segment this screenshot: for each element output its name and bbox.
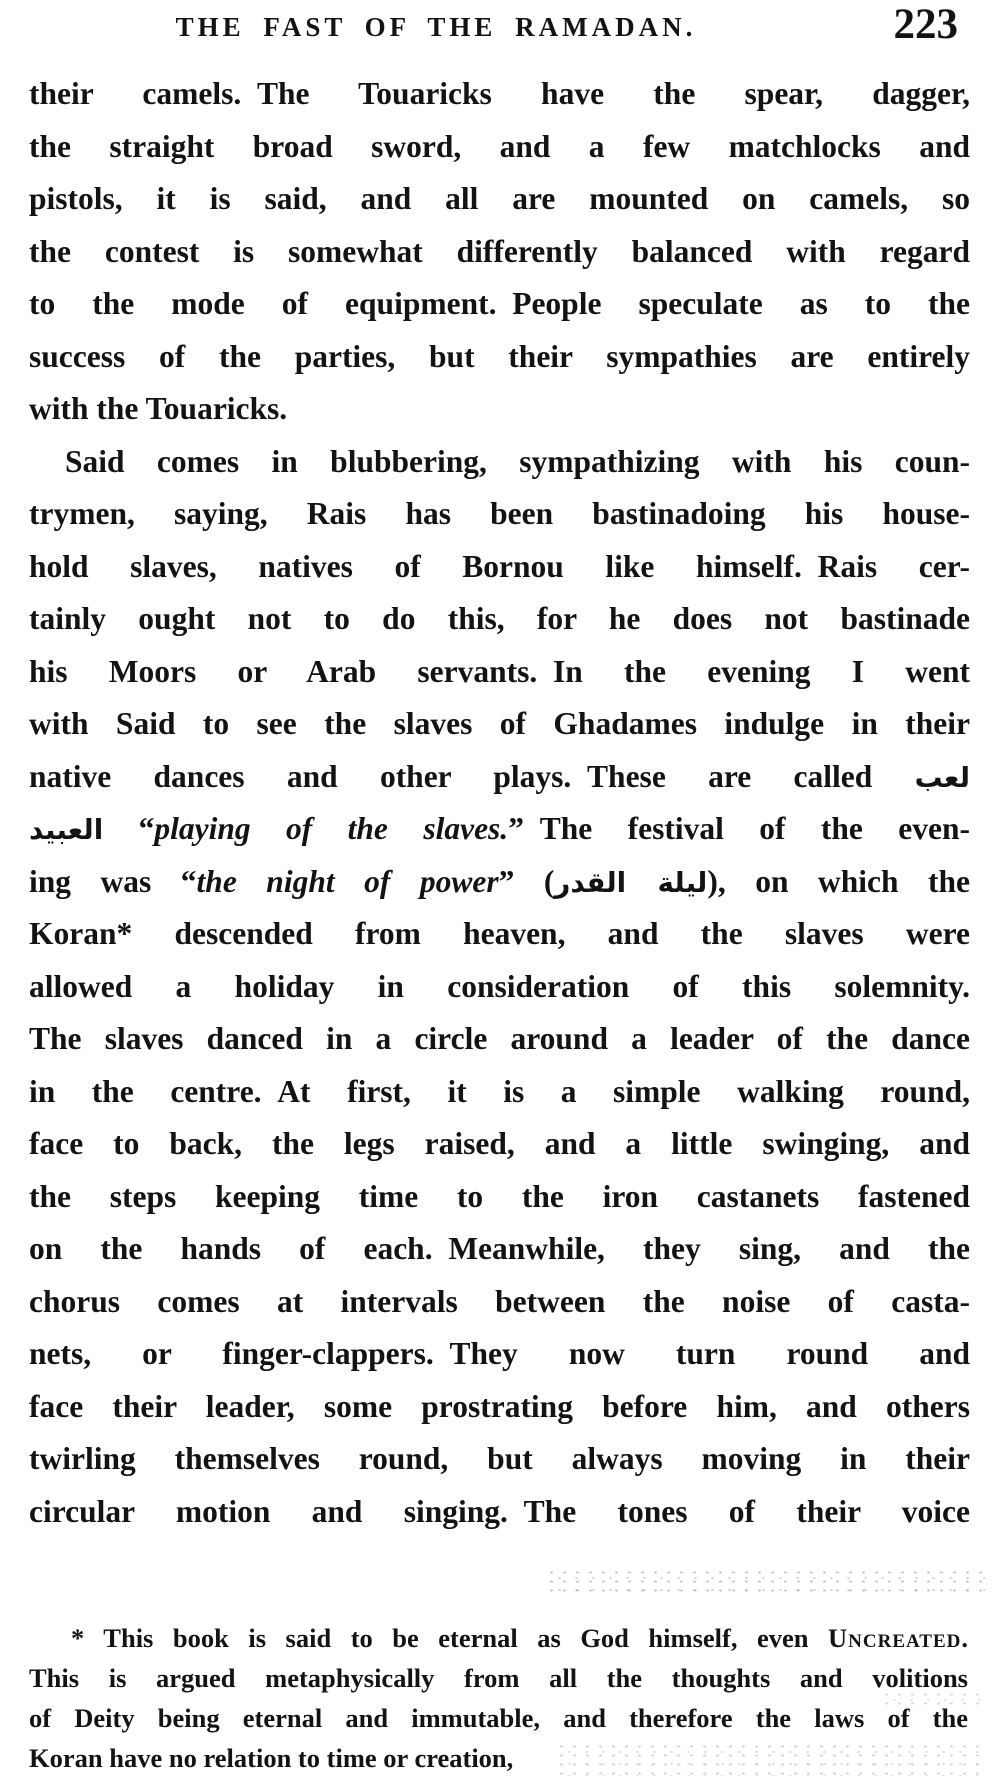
arabic-text: العبيد bbox=[29, 813, 104, 846]
text-segment: chorus comes at intervals between the noise of casta- bbox=[29, 1283, 970, 1319]
text-segment: the contest is somewhat differently balanced with regard bbox=[29, 233, 970, 269]
text-line bbox=[29, 1328, 970, 1381]
text-line bbox=[29, 698, 970, 751]
text-line bbox=[29, 121, 970, 174]
text-line bbox=[29, 1276, 970, 1329]
text-line bbox=[29, 1118, 970, 1171]
text-line bbox=[29, 1013, 970, 1066]
text-segment: hold slaves, natives of Bornou like himself. Rais cer- bbox=[29, 548, 970, 584]
text-segment: the steps keeping time to the iron castanets fastened bbox=[29, 1178, 970, 1214]
text-segment: ing was “ bbox=[29, 863, 197, 899]
text-line bbox=[29, 226, 970, 279]
text-segment: the straight broad sword, and a few matchlocks and bbox=[29, 128, 970, 164]
text-line bbox=[29, 68, 970, 121]
text-line bbox=[29, 751, 970, 804]
text-segment: The slaves danced in a circle around a leader of the dance bbox=[29, 1021, 970, 1056]
text-segment: with Said to see the slaves of Ghadames indulge in their bbox=[29, 706, 970, 741]
footnote-line bbox=[29, 1698, 968, 1738]
text-segment: Said comes in blubbering, sympathizing with his coun- bbox=[65, 443, 970, 479]
text-segment: “ bbox=[103, 811, 155, 846]
text-line bbox=[29, 908, 970, 961]
text-segment: to the mode of equipment. People speculate as to the bbox=[29, 286, 970, 321]
text-line bbox=[29, 541, 970, 594]
text-segment: his Moors or Arab servants. In the evening I went bbox=[29, 653, 970, 689]
text-line bbox=[29, 436, 970, 489]
page-number: 223 bbox=[893, 1, 958, 48]
paragraph bbox=[29, 436, 970, 1539]
text-segment: pistols, it is said, and all are mounted on camels, so bbox=[29, 181, 970, 216]
text-segment: circular motion and singing. The tones of their voice bbox=[29, 1493, 970, 1529]
text-segment: . bbox=[961, 1623, 968, 1653]
text-segment: Uncreated bbox=[828, 1623, 962, 1653]
text-line bbox=[29, 331, 970, 384]
text-segment: ), on which the bbox=[707, 863, 970, 899]
text-line bbox=[29, 646, 970, 699]
text-segment: success of the parties, but their sympathies are entirely bbox=[29, 338, 970, 374]
text-segment: This is argued metaphysically from all the thoughts and volitions bbox=[29, 1663, 968, 1693]
text-line bbox=[29, 1486, 970, 1539]
text-line bbox=[29, 856, 970, 909]
footnote-line bbox=[29, 1618, 968, 1658]
arabic-text: ليلة القدر bbox=[554, 865, 708, 899]
text-line bbox=[29, 278, 970, 331]
scan-noise-artifact bbox=[880, 1690, 985, 1708]
text-segment: face to back, the legs raised, and a little swinging, and bbox=[29, 1126, 970, 1161]
footnote-line bbox=[29, 1658, 968, 1698]
text-segment: ” ( bbox=[498, 863, 555, 899]
text-segment: their camels. The Touaricks have the spear, dagger, bbox=[29, 76, 970, 111]
text-segment: playing of the slaves. bbox=[154, 811, 509, 846]
text-line bbox=[29, 1066, 970, 1119]
text-segment: Koran* descended from heaven, and the slaves were bbox=[29, 916, 970, 951]
text-line bbox=[29, 593, 970, 646]
text-segment: face their leader, some prostrating before him, and others bbox=[29, 1388, 970, 1424]
text-line bbox=[29, 383, 970, 436]
text-line bbox=[29, 1433, 970, 1486]
text-line bbox=[29, 1223, 970, 1276]
text-line bbox=[29, 173, 970, 226]
text-segment: twirling themselves round, but always moving in their bbox=[29, 1441, 970, 1476]
text-segment: ” The festival of the even- bbox=[508, 811, 970, 846]
paragraph bbox=[29, 68, 970, 436]
text-line bbox=[29, 1381, 970, 1434]
text-segment: * This book is said to be eternal as God himself, even bbox=[71, 1623, 829, 1653]
text-line bbox=[29, 488, 970, 541]
text-segment: allowed a holiday in consideration of this solemnity. bbox=[29, 968, 970, 1004]
text-segment: on the hands of each. Meanwhile, they sing, and the bbox=[29, 1231, 970, 1266]
text-line bbox=[29, 961, 970, 1014]
text-segment: native dances and other plays. These are called bbox=[29, 758, 915, 794]
running-header-title: THE FAST OF THE RAMADAN. bbox=[175, 12, 697, 42]
text-segment: trymen, saying, Rais has been bastinadoing his house- bbox=[29, 496, 970, 531]
text-segment: tainly ought not to do this, for he does not bastinade bbox=[29, 601, 970, 636]
text-segment: in the centre. At first, it is a simple walking round, bbox=[29, 1073, 970, 1109]
text-segment: Koran have no relation to time or creation, bbox=[29, 1743, 514, 1773]
text-line bbox=[29, 803, 970, 856]
text-segment: with the Touaricks. bbox=[29, 391, 288, 426]
text-line bbox=[29, 1171, 970, 1224]
scan-noise-artifact bbox=[555, 1742, 985, 1776]
arabic-text: لعب bbox=[914, 760, 970, 794]
text-segment: nets, or finger-clappers. They now turn round and bbox=[29, 1336, 970, 1371]
text-segment: of Deity being eternal and immutable, and therefore the laws of the bbox=[29, 1703, 968, 1733]
scan-noise-artifact bbox=[545, 1568, 985, 1598]
body-text bbox=[29, 68, 970, 1538]
text-segment: the night of power bbox=[196, 863, 499, 899]
